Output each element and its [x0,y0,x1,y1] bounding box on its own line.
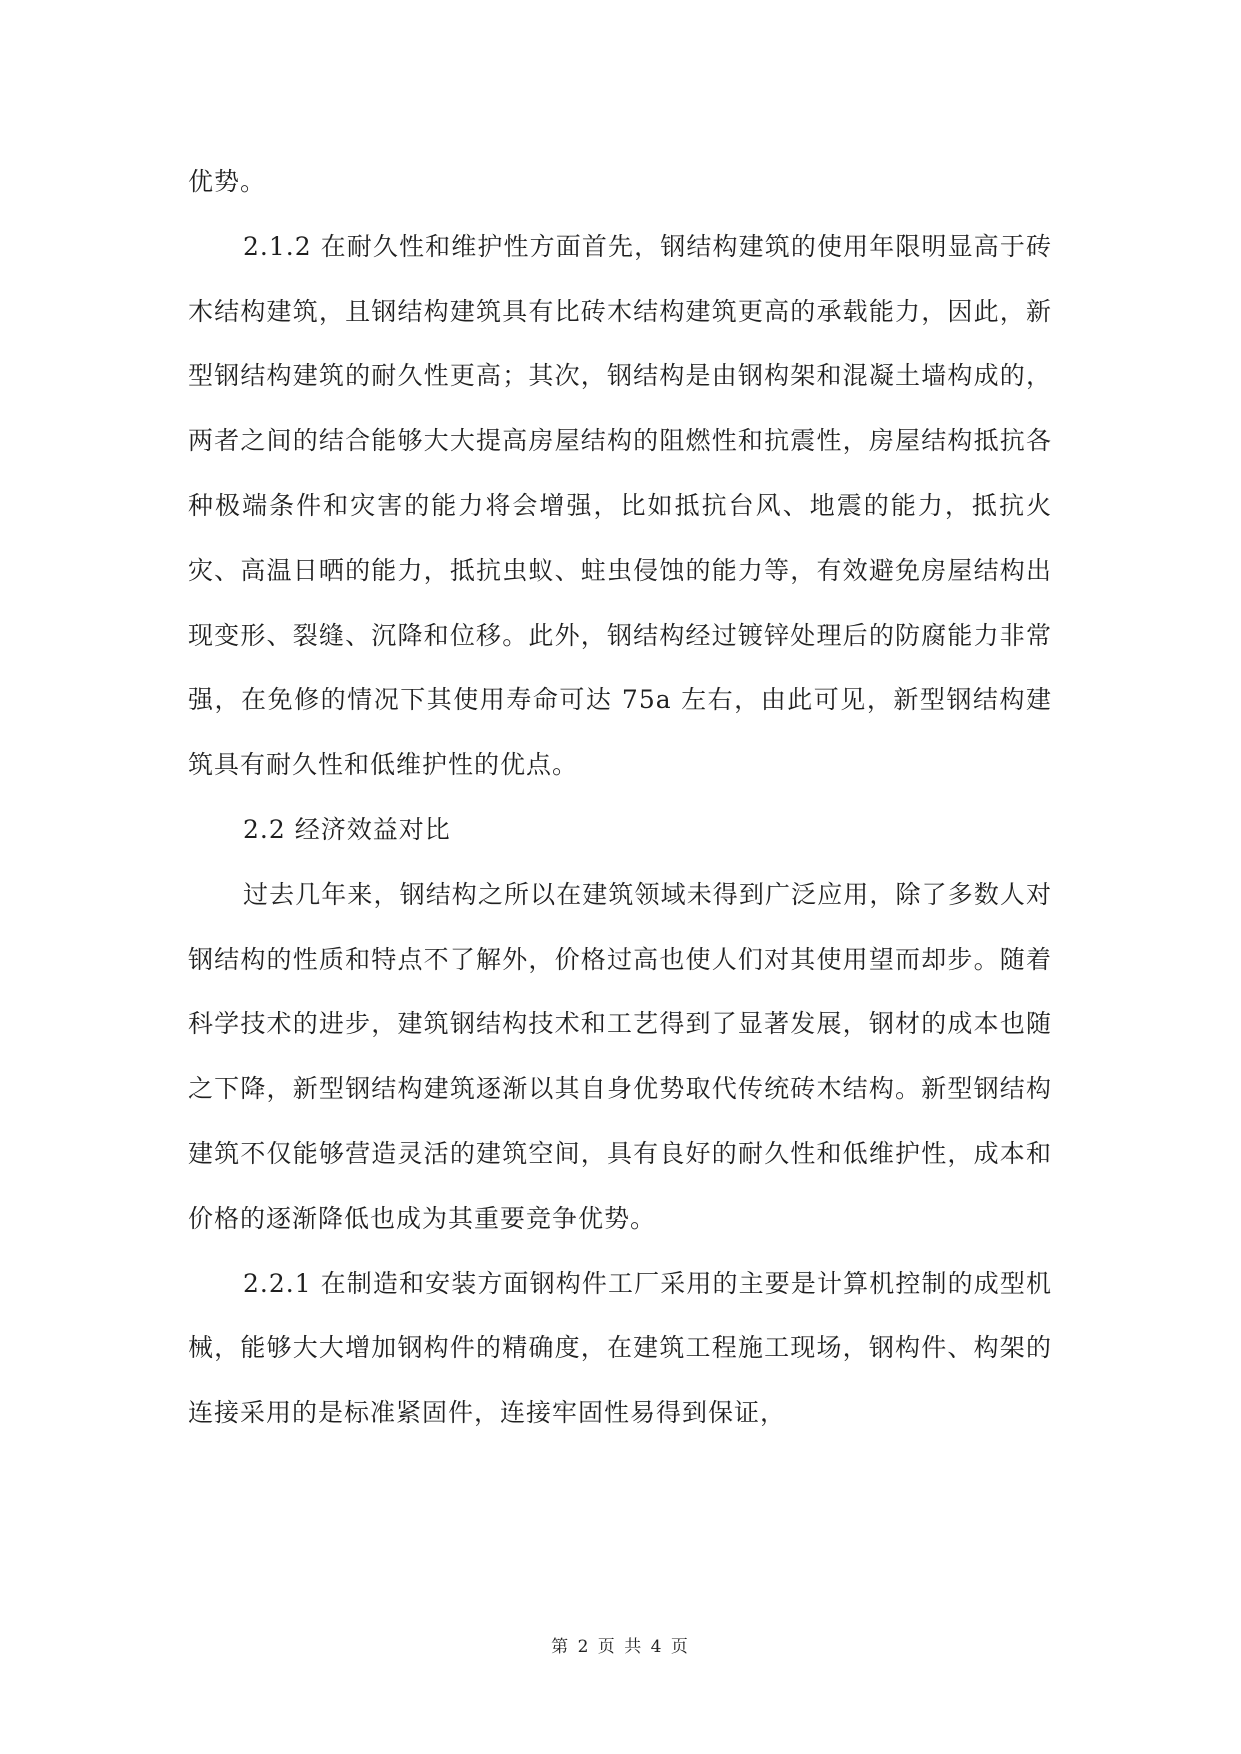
paragraph-durability-maintenance: 2.1.2 在耐久性和维护性方面首先，钢结构建筑的使用年限明显高于砖木结构建筑，且钢结构建筑具有比砖木结构建筑更高的承载能力，因此，新型钢结构建筑的耐久性更高；其次，钢结构是由钢构架和混凝土墙构成的，两者之间的结合能够大大提高房屋结构的阻燃性和抗震性，房屋结构抵抗各种极端条件和灾害的能力将会增强，比如抵抗台风、地震的能力，抵抗火灾、高温日晒的能力，抵抗虫蚁、蛀虫侵蚀的能力等，有效避免房屋结构出现变形、裂缝、沉降和位移。此外，钢结构经过镀锌处理后的防腐能力非常强，在免修的情况下其使用寿命可达 75a 左右，由此可见，新型钢结构建筑具有耐久性和低维护性的优点。 [188,231,1052,780]
paragraph-manufacturing-installation: 2.2.1 在制造和安装方面钢构件工厂采用的主要是计算机控制的成型机械，能够大大增加钢构件的精确度，在建筑工程施工现场，钢构件、构架的连接采用的是标准紧固件，连接牢固性易得到保证， [188,1268,1052,1428]
paragraph-continuation: 优势。 [188,167,267,196]
document-body [188,150,1052,1446]
paragraph-economic-benefit: 过去几年来，钢结构之所以在建筑领域未得到广泛应用，除了多数人对钢结构的性质和特点不了解外，价格过高也使人们对其使用望而却步。随着科学技术的进步，建筑钢结构技术和工艺得到了显著发展，钢材的成本也随之下降，新型钢结构建筑逐渐以其自身优势取代传统砖木结构。新型钢结构建筑不仅能够营造灵活的建筑空间，具有良好的耐久性和低维护性，成本和价格的逐渐降低也成为其重要竞争优势。 [188,879,1052,1233]
page-number-footer: 第 2 页 共 4 页 [551,1637,690,1657]
section-heading-economic-benefit: 2.2 经济效益对比 [243,814,451,844]
